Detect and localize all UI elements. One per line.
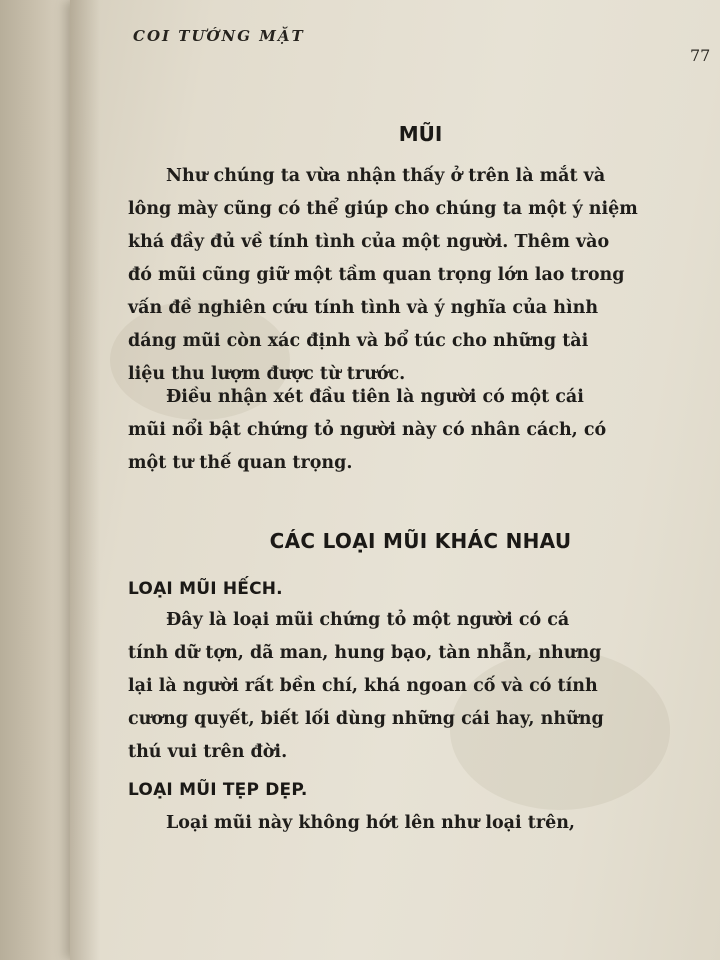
paragraph-intro — [128, 160, 713, 391]
running-head: COI TƯỚNG MẶT — [133, 27, 305, 45]
section-title: MŨI — [398, 122, 443, 146]
text-line: thú vui trên đời. — [128, 742, 288, 762]
text-line: đó mũi cũng giữ một tầm quan trọng lớn lao trong — [128, 265, 625, 285]
text-line: liệu thu lượm được từ trước. — [128, 364, 406, 384]
paragraph-observation — [128, 381, 713, 480]
text-line: Điều nhận xét đầu tiên là người có một cái — [166, 387, 584, 407]
text-line: mũi nổi bật chứng tỏ người này có nhân cách, có — [128, 420, 607, 440]
page-number: 77 — [690, 46, 711, 65]
type-heading: LOẠI MŨI HẾCH. — [128, 579, 283, 599]
book-page — [70, 0, 720, 960]
paragraph-type-2 — [128, 807, 713, 840]
text-line: một tư thế quan trọng. — [128, 453, 353, 473]
text-line: lại là người rất bền chí, khá ngoan cố và có tính — [128, 676, 598, 696]
text-line: lông mày cũng có thể giúp cho chúng ta một ý niệm — [128, 199, 638, 219]
type-heading: LOẠI MŨI TẸP DẸP. — [128, 780, 308, 800]
text-line: tính dữ tợn, dã man, hung bạo, tàn nhẫn, nhưng — [128, 643, 602, 663]
text-line: Loại mũi này không hớt lên như loại trên, — [166, 813, 576, 833]
text-line: vấn đề nghiên cứu tính tình và ý nghĩa của hình — [128, 298, 599, 318]
subsection-title: CÁC LOẠI MŨI KHÁC NHAU — [269, 529, 572, 553]
text-line: cương quyết, biết lối dùng những cái hay, những — [128, 709, 604, 729]
text-line: Đây là loại mũi chứng tỏ một người có cá — [166, 610, 570, 630]
paragraph-type-1 — [128, 604, 713, 769]
text-line: khá đầy đủ về tính tình của một người. Thêm vào — [128, 232, 610, 252]
text-line: dáng mũi còn xác định và bổ túc cho những tài — [128, 331, 589, 351]
text-line: Như chúng ta vừa nhận thấy ở trên là mắt và — [166, 166, 606, 186]
